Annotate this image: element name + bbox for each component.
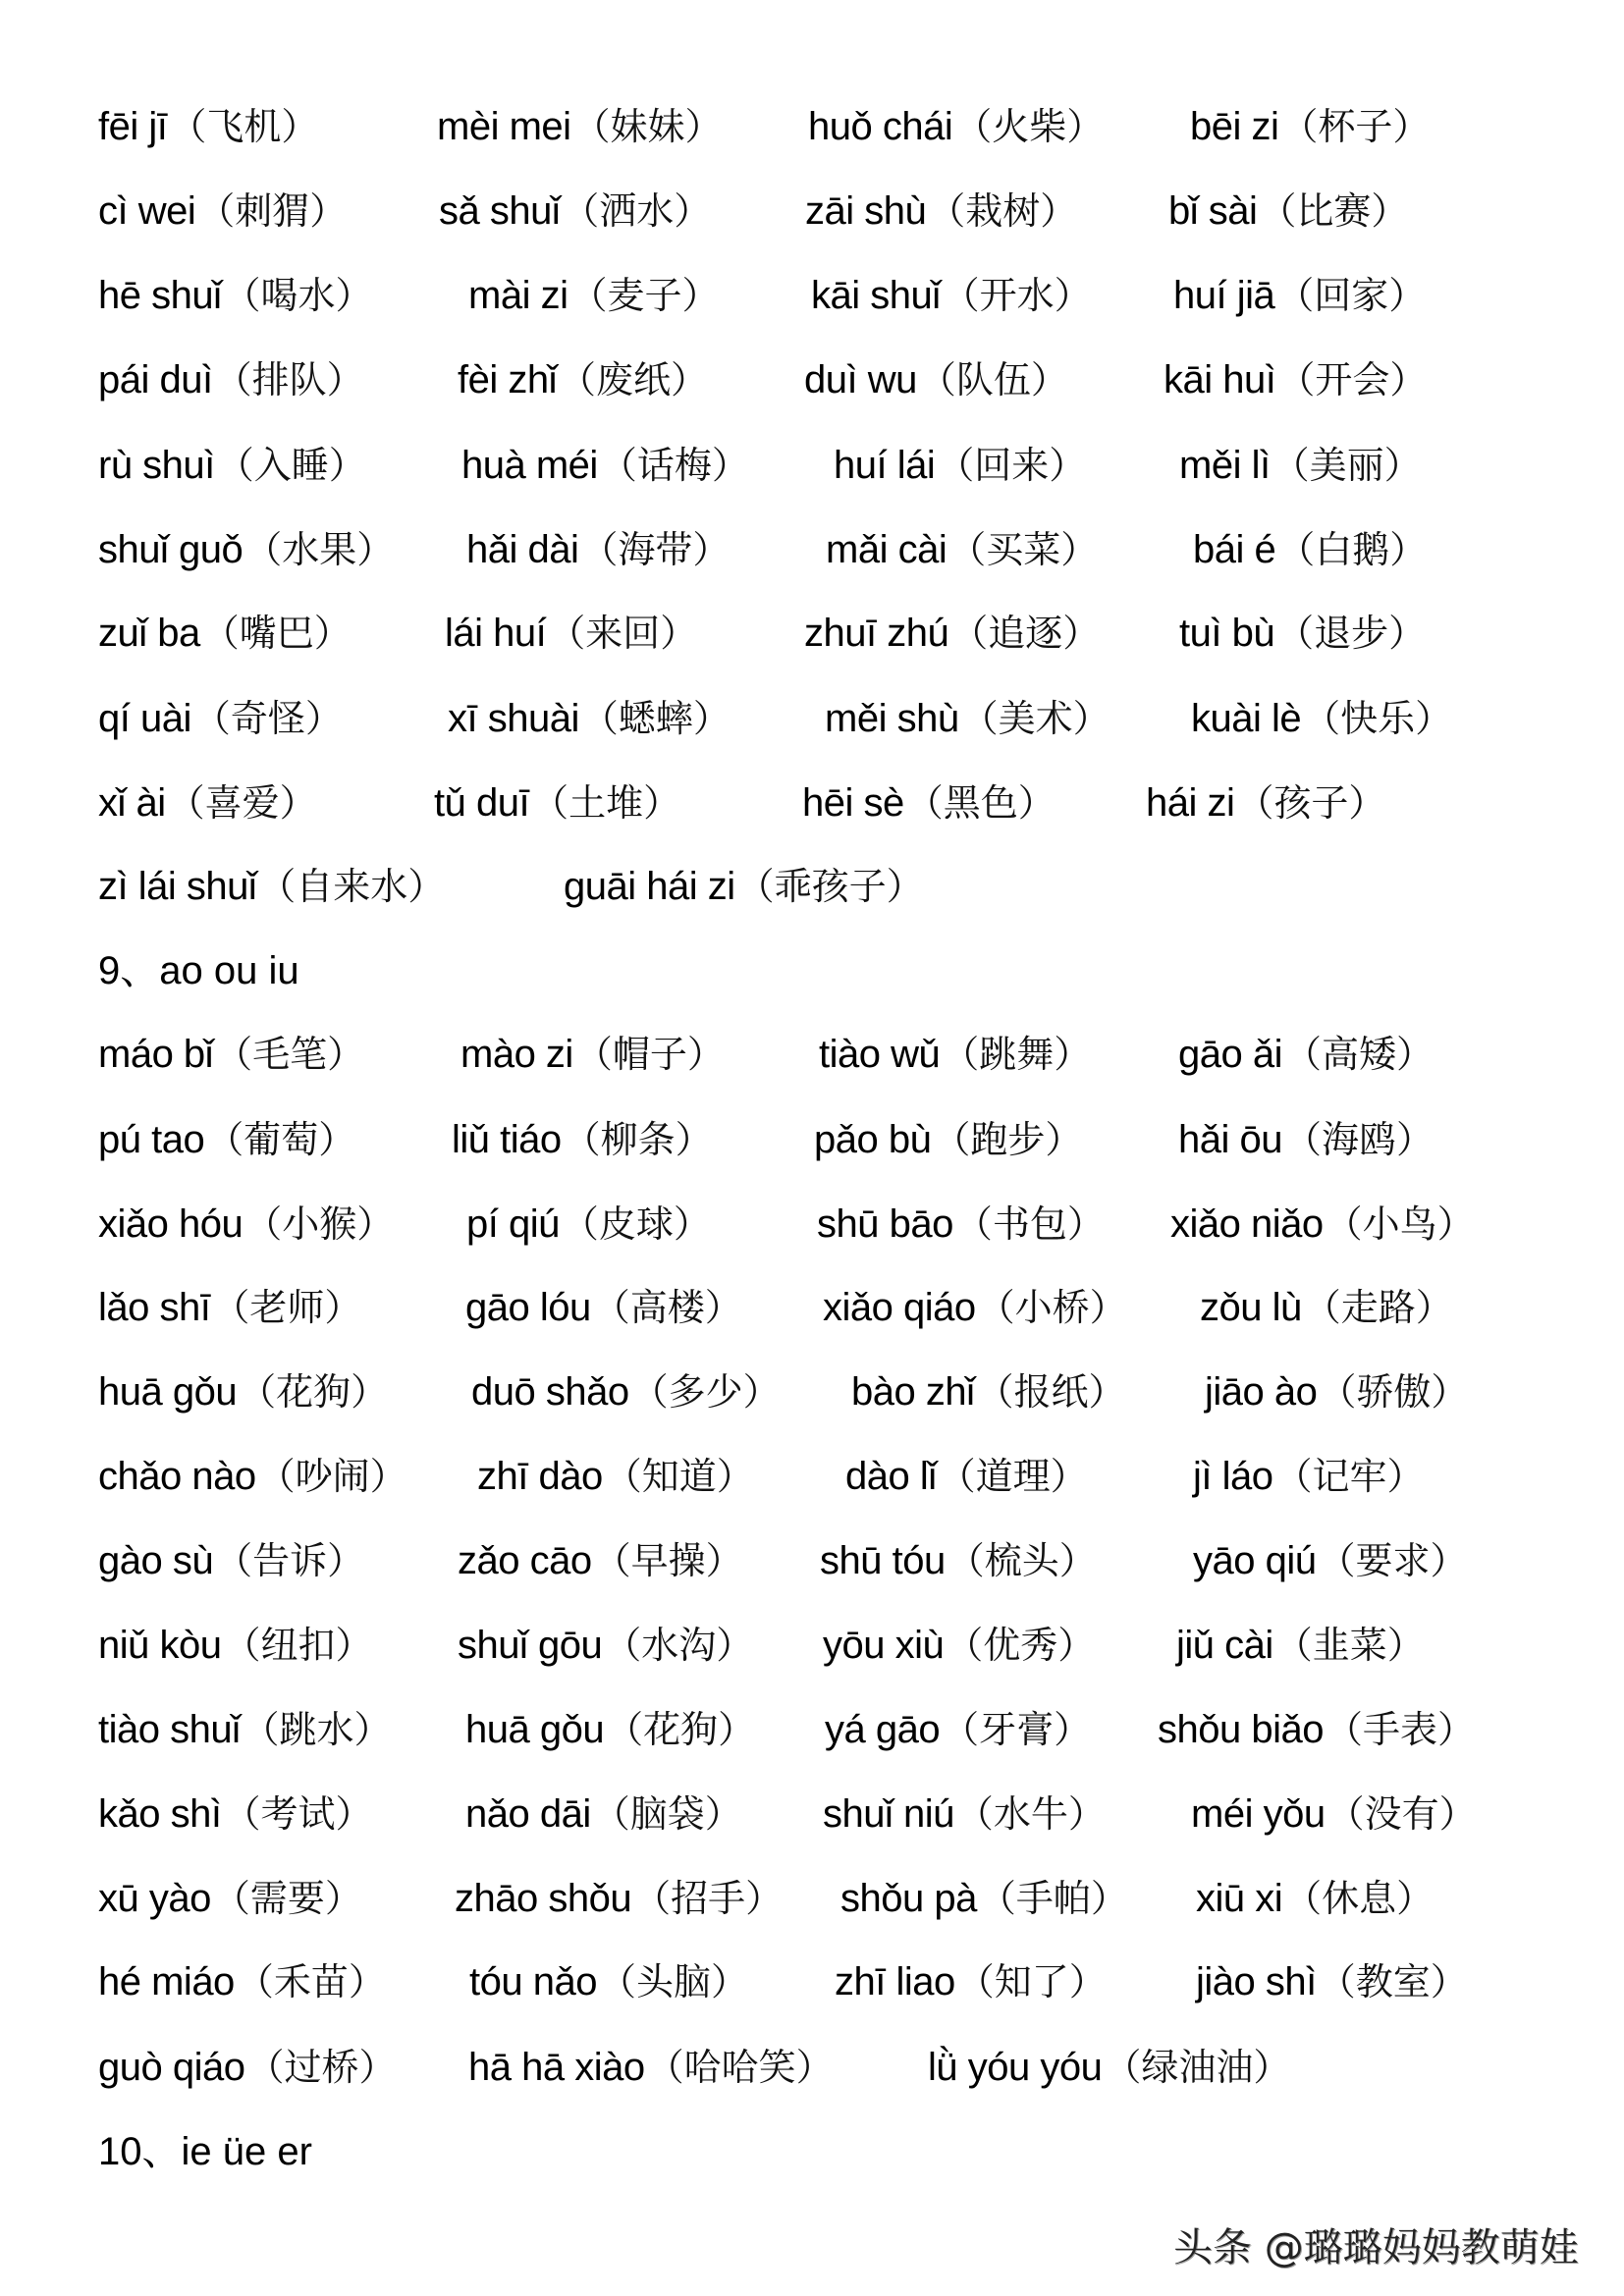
pinyin: huā gǒu [465,1708,605,1751]
word-item [98,522,394,577]
pinyin: duì wu [804,358,917,401]
pinyin: gāo ǎi [1178,1033,1282,1076]
word-item [1179,438,1422,493]
pinyin: hā hā xiào [468,2046,645,2089]
hanzi: （追逐） [950,612,1101,655]
hanzi: （火柴） [954,105,1105,148]
hanzi: （纽扣） [223,1624,373,1667]
hanzi: （买菜） [948,528,1099,571]
pinyin: guāi hái zi [564,865,735,908]
pinyin: nǎo dāi [465,1792,591,1836]
word-row [0,1449,1624,1504]
pinyin: hē shuǐ [98,274,222,317]
pinyin: tǔ duī [434,781,530,825]
word-item [98,1112,355,1167]
hanzi: （回家） [1276,274,1427,317]
hanzi: （海鸥） [1283,1118,1434,1161]
hanzi: （跳舞） [942,1033,1092,1076]
word-item [458,1533,743,1588]
watermark: 头条 @璐璐妈妈教萌娃 [1173,2225,1579,2270]
pinyin: yāo qiú [1193,1539,1317,1582]
pinyin: zhī dào [477,1455,603,1498]
hanzi: （需要） [212,1877,362,1920]
pinyin: xiū xi [1196,1877,1283,1920]
word-item [1178,1112,1434,1167]
hanzi: （梳头） [947,1539,1097,1582]
pinyin: bái é [1193,528,1276,571]
pinyin: shǒu biǎo [1158,1708,1324,1751]
word-item [466,522,730,577]
pinyin: chǎo nào [98,1455,256,1498]
word-item [98,691,343,746]
word-item [1193,1533,1468,1588]
hanzi: （多少） [630,1370,781,1414]
hanzi: （杯子） [1280,105,1431,148]
word-item [845,1449,1088,1504]
hanzi: （跑步） [933,1118,1083,1161]
word-item [1191,691,1452,746]
hanzi: （来回） [548,612,698,655]
hanzi: （韭菜） [1274,1624,1425,1667]
word-row [0,1954,1624,2009]
hanzi: （水果） [244,528,395,571]
word-item [826,522,1098,577]
word-item [98,775,317,830]
hanzi: （道理） [938,1455,1088,1498]
word-item [98,352,364,407]
word-row [0,1618,1624,1673]
pinyin: jiǔ cài [1176,1624,1273,1667]
word-item [1176,1618,1425,1673]
hanzi: （黑色） [905,781,1056,825]
word-item [823,1787,1106,1842]
word-item [1193,1449,1425,1504]
hanzi: （入睡） [216,444,366,487]
word-item [1190,99,1430,154]
hanzi: （知道） [604,1455,754,1498]
pinyin: huǒ chái [808,105,953,148]
word-item [98,1364,388,1419]
hanzi: （小猴） [244,1202,395,1246]
pinyin: shū tóu [820,1539,946,1582]
hanzi: （葡萄） [206,1118,356,1161]
hanzi: （土堆） [531,781,681,825]
word-item [805,184,1077,239]
hanzi: （海带） [580,528,731,571]
word-row [0,438,1624,493]
pinyin: hái zi [1146,781,1235,825]
word-item [823,1618,1095,1673]
hanzi: （柳条） [563,1118,713,1161]
pinyin: kāi huì [1164,358,1276,401]
hanzi: （快乐） [1303,697,1453,740]
pinyin: mào zi [460,1033,573,1076]
word-item [1178,1027,1434,1082]
pinyin: huà méi [461,444,598,487]
hanzi: （记牢） [1274,1455,1425,1498]
pinyin: jiāo ào [1205,1370,1318,1414]
pinyin: kāi shuǐ [811,274,941,317]
hanzi: （手帕） [978,1877,1128,1920]
hanzi: （要求） [1318,1539,1468,1582]
pinyin: sǎ shuǐ [439,189,561,233]
word-item [439,184,711,239]
pinyin: lǎo shī [98,1286,211,1329]
word-item [98,1449,407,1504]
hanzi: （喜爱） [167,781,317,825]
hanzi: （走路） [1303,1286,1453,1329]
pinyin: méi yǒu [1191,1792,1326,1836]
pinyin: yá gāo [825,1708,941,1751]
pinyin: jì láo [1193,1455,1273,1498]
pinyin: tóu nǎo [469,1960,597,2003]
word-item [458,1618,753,1673]
word-item [98,1871,362,1926]
word-item [465,1702,755,1757]
word-row [0,1112,1624,1167]
hanzi: （废纸） [559,358,709,401]
word-item [823,1280,1127,1335]
word-item [98,1280,361,1335]
hanzi: （皮球） [561,1202,711,1246]
pinyin: cì wei [98,189,196,233]
hanzi: （蟋蟀） [580,697,731,740]
hanzi: （高楼） [592,1286,742,1329]
hanzi: （妹妹） [572,105,723,148]
word-item [465,1787,742,1842]
pinyin: liǔ tiáo [452,1118,562,1161]
word-item [445,606,697,661]
word-item [564,859,924,914]
pinyin: zǎo cāo [458,1539,592,1582]
hanzi: （花狗） [239,1370,389,1414]
word-item [1179,606,1426,661]
hanzi: （脑袋） [592,1792,742,1836]
word-item [98,184,347,239]
pinyin: xī shuài [448,697,579,740]
word-item [98,1787,372,1842]
hanzi: （退步） [1276,612,1427,655]
word-row [0,2040,1624,2095]
pinyin: zǒu lù [1200,1286,1302,1329]
pinyin: kǎo shì [98,1792,222,1836]
word-item [1200,1280,1453,1335]
word-row [0,691,1624,746]
word-row [0,775,1624,830]
pinyin: huā gǒu [98,1370,238,1414]
hanzi: （老师） [212,1286,362,1329]
pinyin: hé miáo [98,1960,235,2003]
word-item [471,1364,781,1419]
pinyin: tuì bù [1179,612,1275,655]
word-row [0,1197,1624,1252]
word-item [461,438,749,493]
hanzi: （考试） [223,1792,373,1836]
hanzi: （告诉） [215,1539,365,1582]
word-row [0,1533,1624,1588]
hanzi: （手表） [1325,1708,1475,1751]
word-item [1170,1197,1475,1252]
word-item [465,1280,742,1335]
pinyin: dào lǐ [845,1455,937,1498]
pinyin: měi shù [825,697,959,740]
pinyin: guò qiáo [98,2046,245,2089]
word-row [0,1027,1624,1082]
word-row [0,1280,1624,1335]
word-row [0,1702,1624,1757]
hanzi: （孩子） [1236,781,1386,825]
hanzi: （绿油油） [1104,2046,1291,2089]
word-item [808,99,1104,154]
hanzi: （优秀） [946,1624,1096,1667]
word-item [1168,184,1408,239]
hanzi: （排队） [214,358,364,401]
word-item [1173,268,1426,323]
pinyin: zhāo shǒu [455,1877,632,1920]
hanzi: （书包） [954,1202,1105,1246]
hanzi: （禾苗） [236,1960,386,2003]
word-item [820,1533,1097,1588]
hanzi: （飞机） [169,105,319,148]
pinyin: pái duì [98,358,213,401]
word-item [477,1449,754,1504]
pinyin: zāi shù [805,189,927,233]
hanzi: （跳水） [242,1708,392,1751]
hanzi: （高矮） [1283,1033,1434,1076]
hanzi: （白鹅） [1277,528,1428,571]
hanzi: （水沟） [604,1624,754,1667]
hanzi: （刺猬） [197,189,348,233]
hanzi: （奇怪） [192,697,343,740]
word-item [98,99,318,154]
pinyin: hǎi ōu [1178,1118,1282,1161]
word-item [817,1197,1105,1252]
hanzi: （头脑） [598,1960,748,2003]
hanzi: （队伍） [918,358,1068,401]
pinyin: duō shǎo [471,1370,629,1414]
section-heading-9: 9、ao ou iu [98,949,299,992]
pinyin: xǐ ài [98,781,166,825]
pinyin: zhī liao [835,1960,955,2003]
hanzi: （话梅） [599,444,749,487]
pinyin: niǔ kòu [98,1624,222,1667]
word-row [0,268,1624,323]
pinyin: zì lái shuǐ [98,865,257,908]
hanzi: （早操） [593,1539,743,1582]
hanzi: （喝水） [223,274,373,317]
pinyin: mài zi [468,274,568,317]
pinyin: měi lì [1179,444,1271,487]
word-item [814,1112,1082,1167]
pinyin: gāo lóu [465,1286,591,1329]
pinyin: kuài lè [1191,697,1302,740]
pinyin: hēi sè [802,781,904,825]
word-row [0,1787,1624,1842]
pinyin: máo bǐ [98,1033,214,1076]
word-row [0,1364,1624,1419]
hanzi: （美术） [960,697,1110,740]
pinyin: lǜ yóu yóu [928,2046,1103,2089]
pinyin: fēi jī [98,105,168,148]
pinyin: zhuī zhú [804,612,949,655]
pinyin: xiǎo hóu [98,1202,244,1246]
pinyin: xū yào [98,1877,211,1920]
hanzi: （麦子） [569,274,720,317]
pinyin: hǎi dài [466,528,579,571]
word-item [98,1027,364,1082]
hanzi: （毛笔） [215,1033,365,1076]
hanzi: （乖孩子） [736,865,924,908]
pinyin: huí jiā [1173,274,1275,317]
word-item [1193,522,1427,577]
word-item [811,268,1092,323]
hanzi: （小鸟） [1325,1202,1475,1246]
pinyin: pí qiú [466,1202,560,1246]
word-row [0,352,1624,407]
hanzi: （吵闹） [257,1455,407,1498]
pinyin: zuǐ ba [98,612,200,655]
hanzi: （哈哈笑） [646,2046,834,2089]
word-item [1158,1702,1475,1757]
word-item [804,606,1100,661]
pinyin: shǒu pà [840,1877,977,1920]
pinyin: gào sù [98,1539,214,1582]
pinyin: yōu xiù [823,1624,945,1667]
pinyin: lái huí [445,612,547,655]
pinyin: bēi zi [1190,105,1279,148]
hanzi: （小桥） [977,1286,1127,1329]
word-item [434,775,680,830]
word-row [0,606,1624,661]
hanzi: （牙膏） [942,1708,1092,1751]
hanzi: （嘴巴） [201,612,352,655]
word-item [455,1871,783,1926]
pinyin: huí lái [834,444,936,487]
word-item [98,1702,392,1757]
word-item [928,2040,1290,2095]
hanzi: （报纸） [976,1370,1126,1414]
word-row [0,859,1624,914]
word-item [466,1197,711,1252]
hanzi: （自来水） [258,865,446,908]
pinyin: pú tao [98,1118,205,1161]
word-item [98,438,366,493]
pinyin: pǎo bù [814,1118,932,1161]
word-item [1191,1787,1477,1842]
word-item [458,352,708,407]
hanzi: （没有） [1326,1792,1477,1836]
pinyin: mèi mei [437,105,571,148]
pinyin: shuǐ niú [823,1792,954,1836]
word-item [851,1364,1126,1419]
word-item [802,775,1056,830]
pinyin: qí uài [98,697,191,740]
word-item [468,2040,834,2095]
hanzi: （休息） [1284,1877,1435,1920]
word-item [98,1954,386,2009]
hanzi: （招手） [633,1877,784,1920]
word-row [0,184,1624,239]
word-item [98,268,373,323]
word-item [469,1954,748,2009]
word-item [460,1027,725,1082]
hanzi: （骄傲） [1319,1370,1469,1414]
word-item [1164,352,1427,407]
pinyin: bǐ sài [1168,189,1258,233]
word-row [0,1871,1624,1926]
hanzi: （比赛） [1259,189,1409,233]
word-item [835,1954,1107,2009]
hanzi: （开会） [1277,358,1428,401]
hanzi: （过桥） [246,2046,397,2089]
word-item [98,1618,373,1673]
word-item [1146,775,1385,830]
word-item [825,1702,1091,1757]
word-row [0,522,1624,577]
hanzi: （开水） [942,274,1092,317]
hanzi: （知了） [956,1960,1107,2003]
word-row [0,99,1624,154]
word-item [468,268,719,323]
word-item [1196,1871,1434,1926]
hanzi: （洒水） [562,189,712,233]
pinyin: shuǐ guǒ [98,528,244,571]
word-item [1205,1364,1468,1419]
pinyin: bào zhǐ [851,1370,975,1414]
word-item [98,1533,364,1588]
word-item [825,691,1110,746]
pinyin: tiào wǔ [819,1033,941,1076]
word-item [437,99,723,154]
hanzi: （帽子） [574,1033,725,1076]
word-item [448,691,731,746]
word-item [840,1871,1128,1926]
hanzi: （回来） [937,444,1087,487]
section-heading-10: 10、ie üe er [98,2130,312,2173]
hanzi: （美丽） [1272,444,1422,487]
pinyin: xiǎo niǎo [1170,1202,1324,1246]
pinyin: shuǐ gōu [458,1624,603,1667]
word-item [98,859,445,914]
pinyin: jiào shì [1196,1960,1317,2003]
pinyin: xiǎo qiáo [823,1286,976,1329]
hanzi: （花狗） [606,1708,756,1751]
word-item [819,1027,1091,1082]
word-item [98,1197,394,1252]
hanzi: （水牛） [955,1792,1106,1836]
word-item [804,352,1068,407]
pinyin: tiào shuǐ [98,1708,241,1751]
word-item [98,2040,397,2095]
pinyin: mǎi cài [826,528,947,571]
word-item [452,1112,713,1167]
word-item [834,438,1086,493]
hanzi: （教室） [1318,1960,1468,2003]
pinyin: shū bāo [817,1202,953,1246]
pinyin: fèi zhǐ [458,358,557,401]
pinyin: rù shuì [98,444,215,487]
hanzi: （栽树） [928,189,1078,233]
word-item [1196,1954,1468,2009]
word-item [98,606,352,661]
